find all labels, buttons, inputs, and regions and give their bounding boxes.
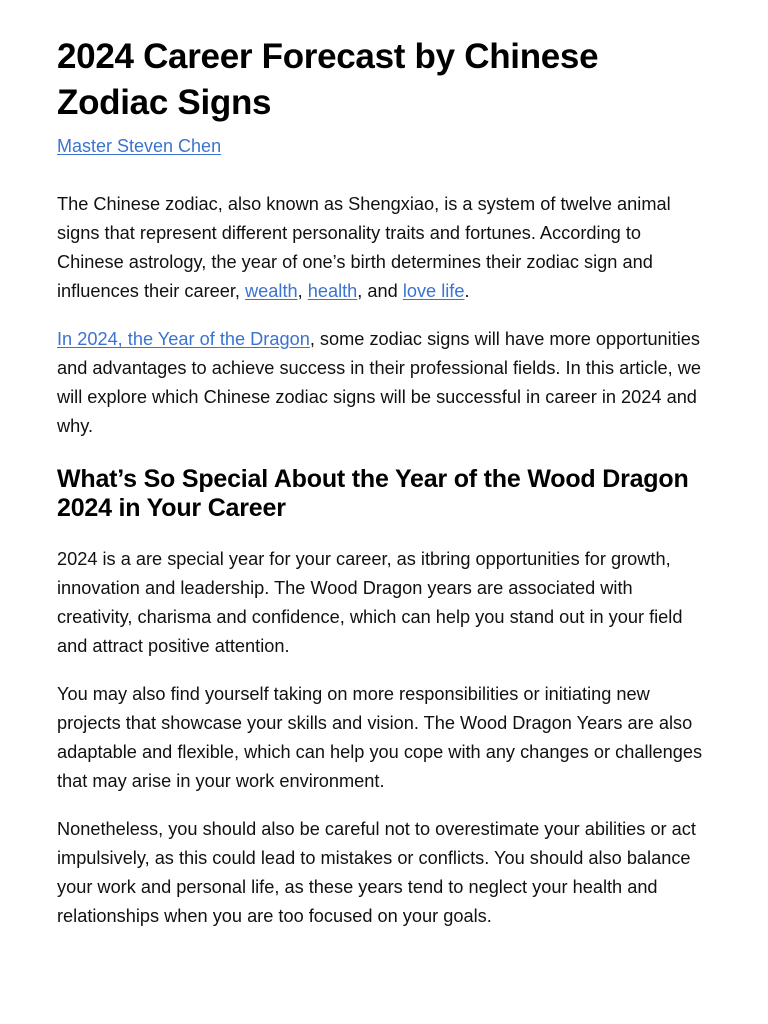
section-paragraph-2: You may also find yourself taking on more responsibilities or initiating new projects that showcase your skills and vision. The Wood Dragon Years are also adaptable and flexible, which can help you cope with any changes or challenges that may arise in your work environment. — [57, 684, 703, 791]
dragon-year-text: , some zodiac signs will have more opportunities and advantages to achieve success in their professional fields. In this article, we will explore which Chinese zodiac signs will be successful in career in 2024 and why. — [57, 329, 701, 436]
section-heading: What’s So Special About the Year of the Wood Dragon 2024 in Your Career — [57, 465, 689, 522]
intro-separator-1: , — [297, 281, 308, 301]
wealth-link[interactable]: wealth — [245, 281, 298, 301]
page-title: 2024 Career Forecast by Chinese Zodiac Signs — [57, 37, 599, 122]
intro-separator-2: , and — [357, 281, 403, 301]
intro-end: . — [464, 281, 470, 301]
section-paragraph-3: Nonetheless, you should also be careful not to overestimate your abilities or act impulsively, as this could lead to mistakes or conflicts. You should also balance your work and personal life, as these years tend to neglect your health and relationships when you are too focused on your goals. — [57, 819, 696, 926]
love-life-link[interactable]: love life — [402, 281, 465, 301]
dragon-year-paragraph — [57, 325, 712, 441]
author-link[interactable]: Master Steven Chen — [57, 136, 222, 156]
health-link[interactable]: health — [307, 281, 358, 301]
year-of-dragon-link[interactable]: In 2024, the Year of the Dragon — [57, 329, 310, 349]
section-paragraph-1: 2024 is a are special year for your career, as itbring opportunities for growth, innovation and leadership. The Wood Dragon years are associated with creativity, charisma and confidence, which can help you stand out in your field and attract positive attention. — [57, 549, 683, 656]
intro-text: The Chinese zodiac, also known as Shengxiao, is a system of twelve animal signs that represent different personality traits and fortunes. According to Chinese astrology, the year of one’s birth determines their zodiac sign and influences their career, — [57, 194, 671, 301]
intro-paragraph — [57, 190, 712, 306]
